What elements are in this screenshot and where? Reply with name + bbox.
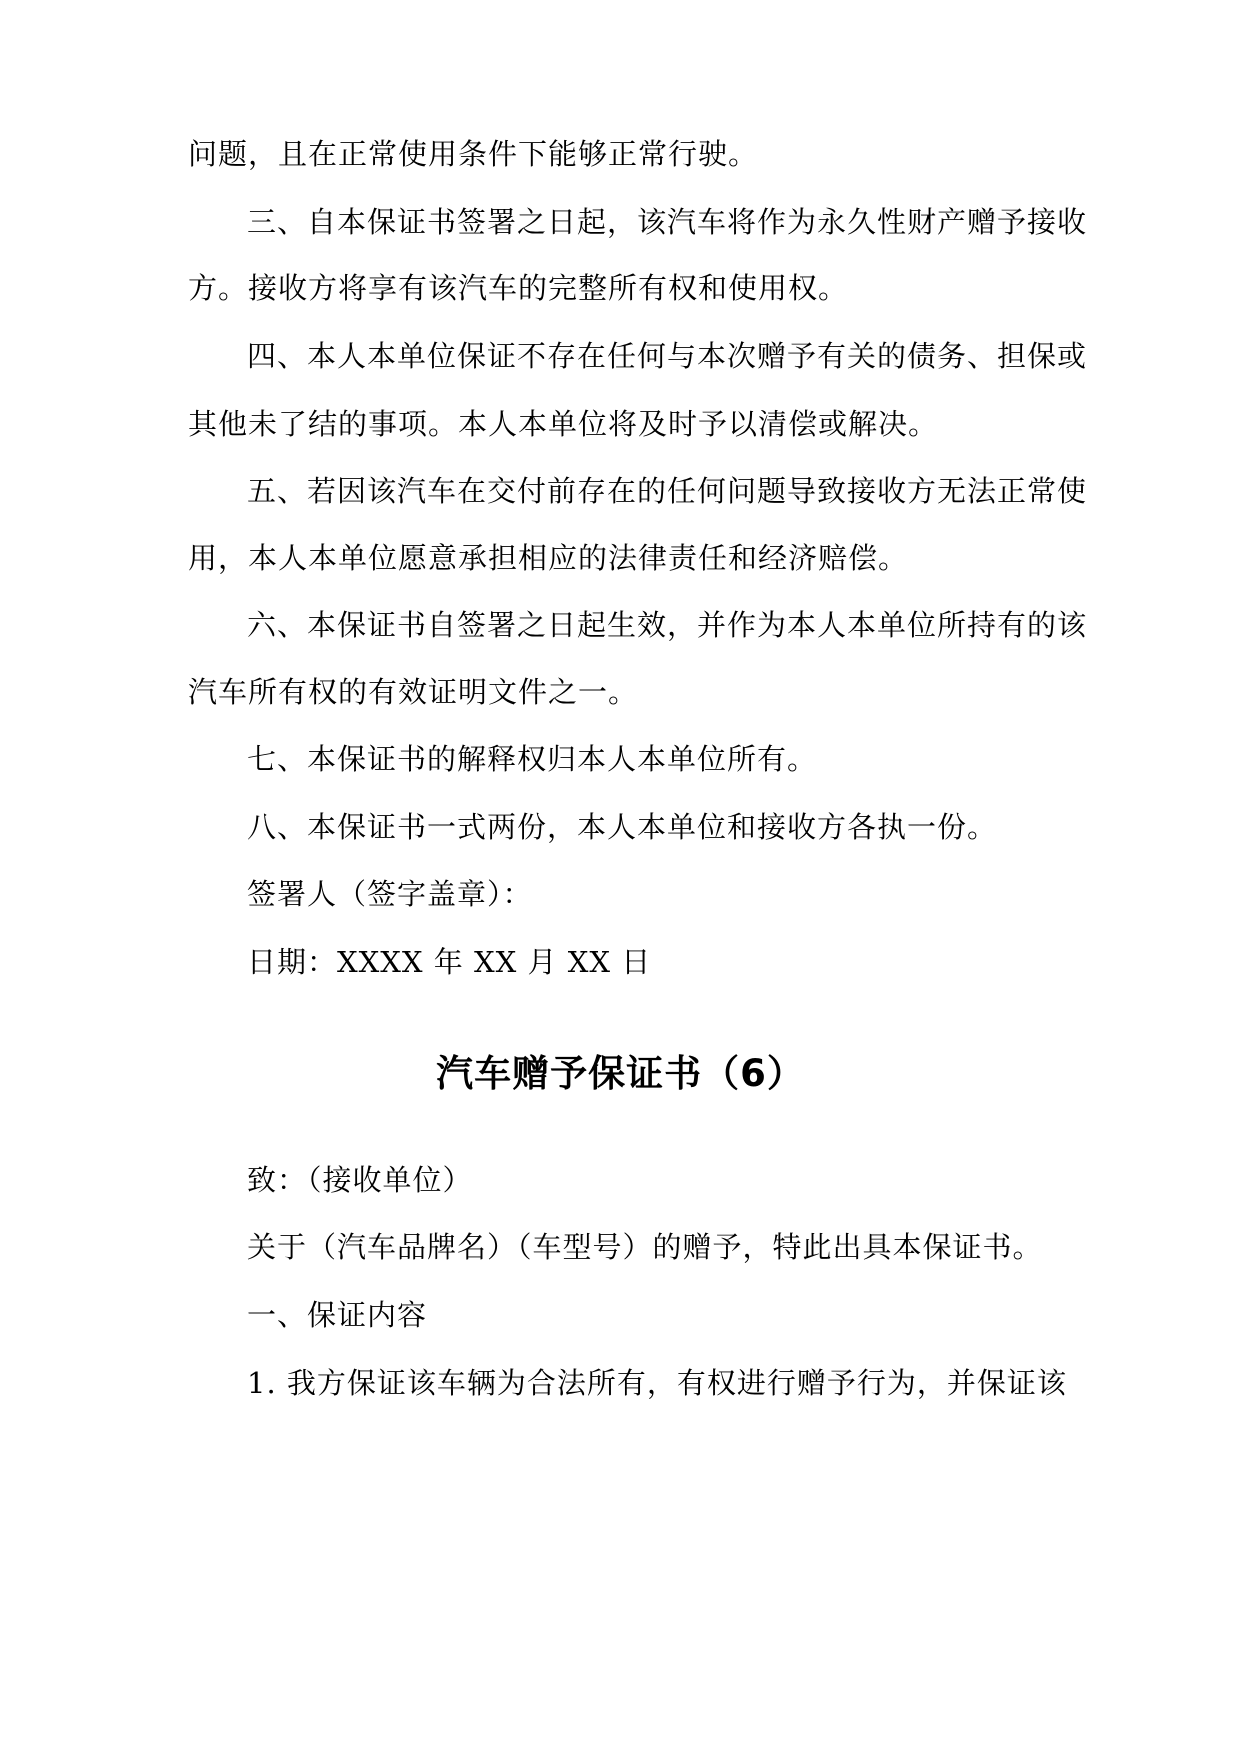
- paragraph-line: 四、本人本单位保证不存在任何与本次赠予有关的债务、担保或: [247, 339, 1088, 373]
- paragraph-line: 汽车所有权的有效证明文件之一。: [188, 675, 639, 709]
- section-heading: 一、保证内容: [247, 1298, 428, 1332]
- paragraph-line: 用，本人本单位愿意承担相应的法律责任和经济赔偿。: [188, 541, 909, 575]
- paragraph-line: 五、若因该汽车在交付前存在的任何问题导致接收方无法正常使: [247, 474, 1088, 508]
- date-line: 日期：XXXX 年 XX 月 XX 日: [247, 945, 652, 979]
- paragraph-line: 1. 我方保证该车辆为合法所有，有权进行赠予行为，并保证该: [247, 1366, 1067, 1400]
- paragraph-line: 八、本保证书一式两份，本人本单位和接收方各执一份。: [247, 810, 998, 844]
- paragraph-line: 三、自本保证书签署之日起，该汽车将作为永久性财产赠予接收: [247, 205, 1088, 239]
- paragraph-line: 七、本保证书的解释权归本人本单位所有。: [247, 742, 818, 776]
- document-title: 汽车赠予保证书（6）: [436, 1052, 805, 1095]
- paragraph-line: 其他未了结的事项。本人本单位将及时予以清偿或解决。: [188, 407, 939, 441]
- signer-line: 签署人（签字盖章）：: [247, 877, 533, 911]
- paragraph-line: 问题，且在正常使用条件下能够正常行驶。: [188, 137, 759, 171]
- paragraph-line: 六、本保证书自签署之日起生效，并作为本人本单位所持有的该: [247, 608, 1088, 642]
- paragraph-line: 关于（汽车品牌名）（车型号）的赠予，特此出具本保证书。: [247, 1230, 1043, 1264]
- paragraph-line: 方。接收方将享有该汽车的完整所有权和使用权。: [188, 271, 849, 305]
- recipient-line: 致：（接收单位）: [247, 1163, 473, 1197]
